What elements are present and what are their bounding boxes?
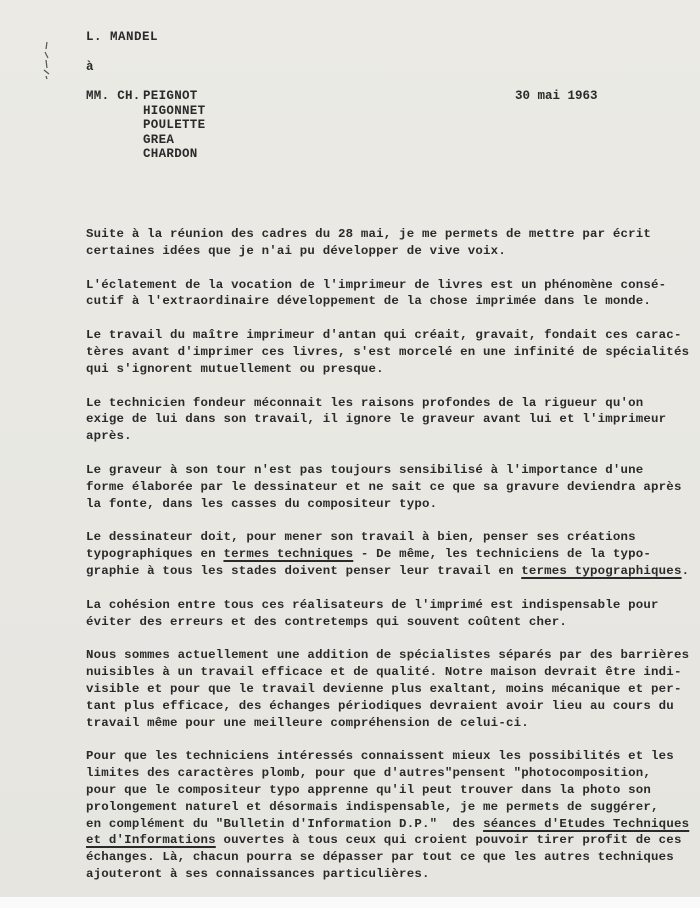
- recipients-block: [86, 89, 205, 162]
- recipient: GREA: [143, 132, 175, 147]
- paragraph-7: La cohésion entre tous ces réalisateurs de l'imprimé est indispensable pour éviter des erreurs et des contretemps qui souvent coûtent cher.: [86, 597, 659, 629]
- paragraph-4: Le technicien fondeur méconnait les raisons profondes de la rigueur qu'on exige de lui dans son travail, il ignore le graveur avant lui et l'imprimeur après.: [86, 395, 667, 444]
- paragraph-3: Le travail du maître imprimeur d'antan qui créait, gravait, fondait ces carac- tères avant d'imprimer ces livres, s'est morcelé en une infinité de spécialités qui s'ignorent mutuellement ou presque.: [86, 328, 690, 376]
- sender-name: L. MANDEL: [86, 30, 159, 44]
- underlined-phrase: séances d'Etudes Techniques: [483, 816, 690, 831]
- paragraph-1: Suite à la réunion des cadres du 28 mai, je me permets de mettre par écrit certaines idées que je n'ai pu développer de vive voix.: [86, 227, 652, 258]
- recipient: POULETTE: [143, 118, 206, 132]
- paragraph-5: Le graveur à son tour n'est pas toujours sensibilisé à l'importance d'une forme élaborée par le dessinateur et ne sait ce que sa gravure deviendra après la fonte, dans les casses du compositeur typo.: [86, 462, 682, 511]
- letter-date: 30 mai 1963: [515, 89, 598, 103]
- margin-annotation-mark: [40, 40, 54, 80]
- recipient: PEIGNOT: [143, 89, 198, 103]
- recipients-prefix: MM. CH.: [86, 89, 141, 103]
- underlined-phrase: et d'Informations: [86, 833, 216, 848]
- underlined-phrase: termes typographiques: [521, 563, 682, 578]
- paragraph-9: Pour que les techniciens intéressés connaissent mieux les possibilités et les limites des caractères plomb, pour que d'autres"pensent "photocomposition, pour que le compositeur typo apprenne qu'il peut trouver dans la photo son prolongement naturel et désormais indispensable, je me permets de suggérer, en complément du "Bulletin d'Information D.P." des séances d'Etudes Techniques et d'Informations ouvertes à tous ceux qui croient pouvoir tirer profit de ces échanges. Là, chacun pourra se dépasser par tout ce que les autres techniques ajouteront à ses connaissances particulières.: [86, 749, 690, 881]
- paragraph-6: Le dessinateur doit, pour mener son travail à bien, penser ses créations typographiques en termes techniques - De même, les techniciens de la typo- graphie à tous les stades doivent penser leur travail en termes typographiques.: [86, 530, 690, 578]
- letter-body: [86, 226, 690, 900]
- underlined-phrase: termes techniques: [223, 547, 354, 562]
- paragraph-2: L'éclatement de la vocation de l'imprimeur de livres est un phénomène consé- cutif à l'extraordinaire développement de la chose imprimée dans le monde.: [86, 277, 667, 309]
- to-word: à: [86, 60, 94, 74]
- scan-edge: [0, 897, 700, 908]
- recipient: CHARDON: [143, 147, 198, 161]
- recipient: HIGONNET: [143, 103, 206, 118]
- paragraph-8: Nous sommes actuellement une addition de spécialistes séparés par des barrières nuisibles à un travail efficace et de qualité. Notre maison devrait être indi- visible et pour que le travail devienne plus exaltant, moins mécanique et per- tant plus efficace, des échanges périodiques devraient avoir lieu au cours du travail même pour une meilleure compréhension de celui-ci.: [86, 648, 690, 730]
